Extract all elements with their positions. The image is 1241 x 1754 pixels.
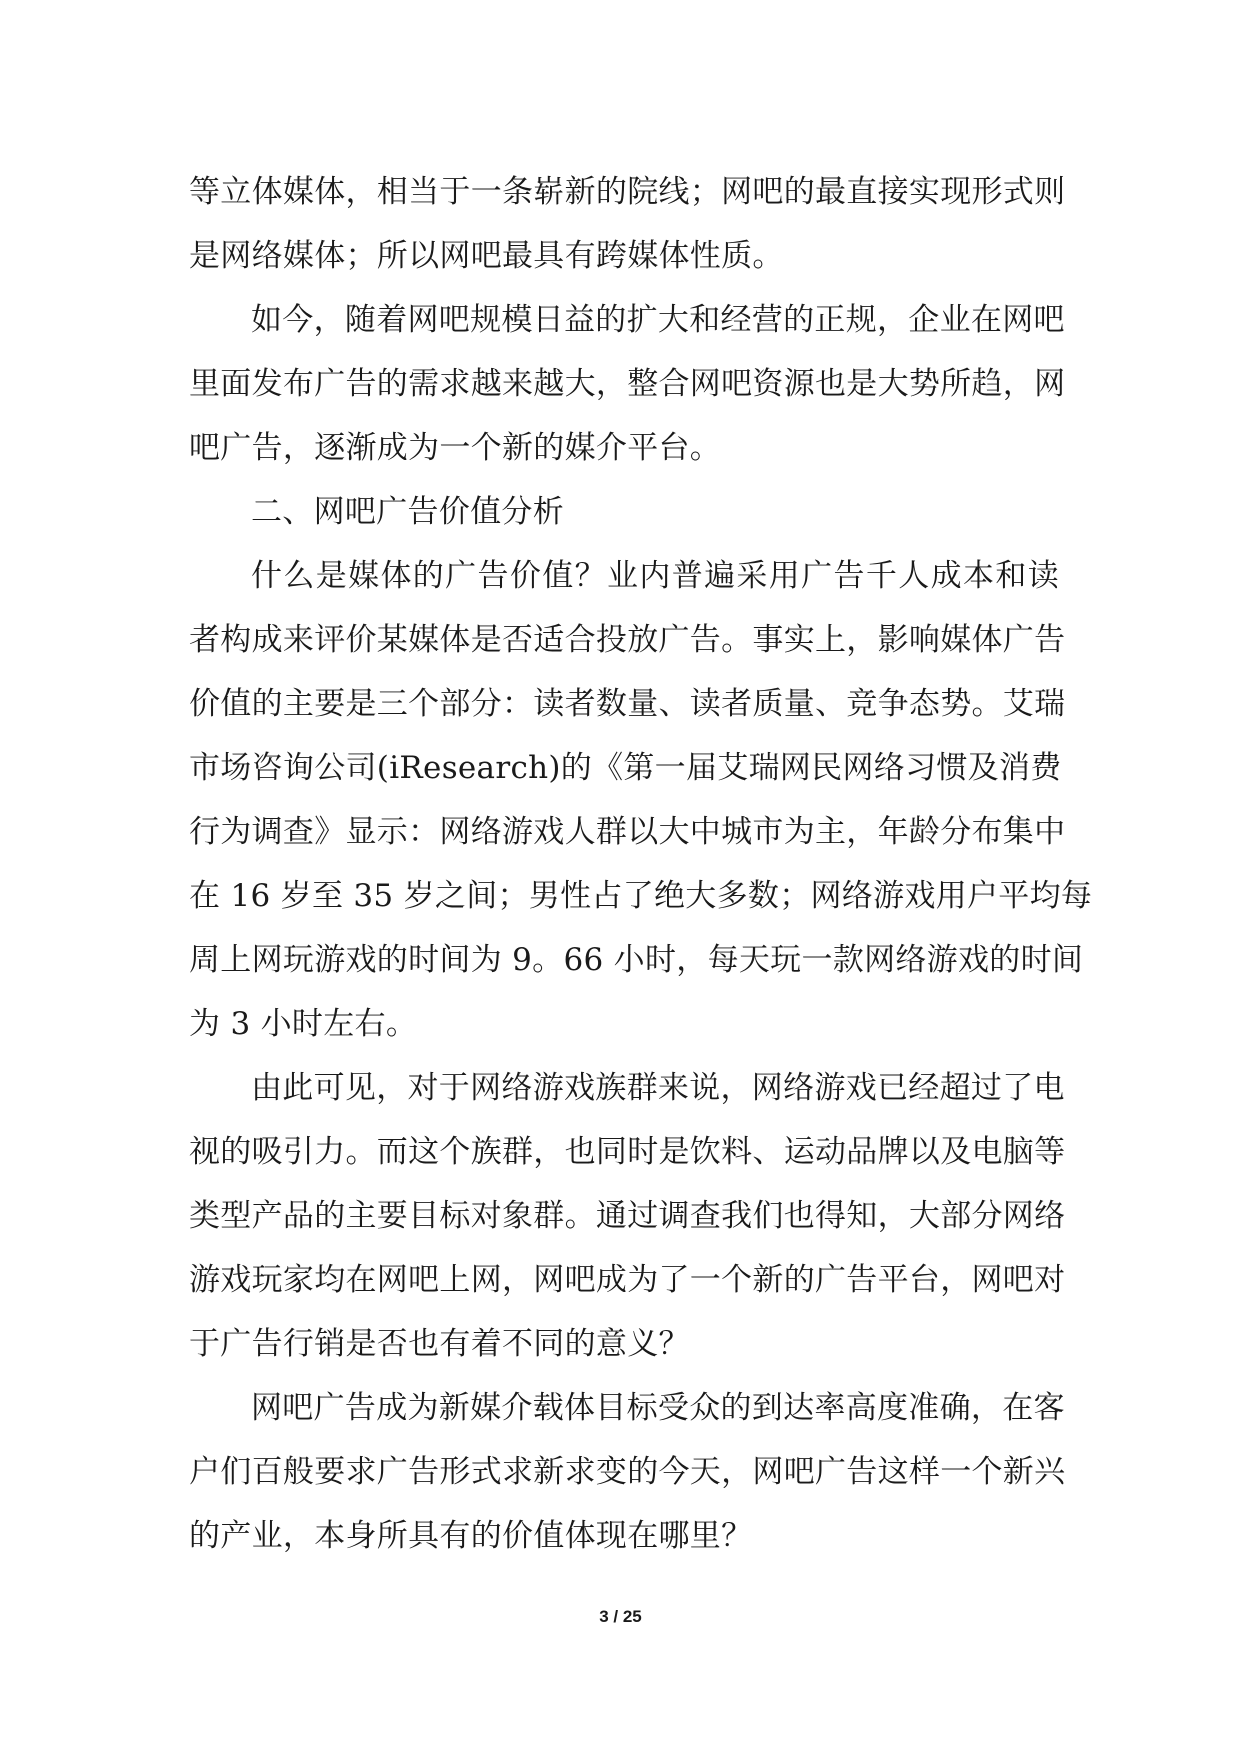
text-line: 类型产品的主要目标对象群。通过调查我们也得知，大部分网络 [189, 1198, 1066, 1234]
text-line: 的产业，本身所具有的价值体现在哪里？ [189, 1518, 753, 1554]
text-line: 等立体媒体，相当于一条崭新的院线；网吧的最直接实现形式则 [189, 174, 1066, 210]
page-number: 3 / 25 [599, 1607, 642, 1626]
text-line: 户们百般要求广告形式求新求变的今天，网吧广告这样一个新兴 [189, 1454, 1066, 1490]
text-line: 由此可见，对于网络游戏族群来说，网络游戏已经超过了电 [251, 1070, 1065, 1106]
body-text [189, 160, 1093, 1568]
text-line: 行为调查》显示：网络游戏人群以大中城市为主，年龄分布集中 [189, 814, 1066, 850]
text-line: 周上网玩游戏的时间为 9。66 小时，每天玩一款网络游戏的时间 [189, 942, 1084, 978]
text-line: 里面发布广告的需求越来越大，整合网吧资源也是大势所趋，网 [189, 366, 1066, 402]
text-line: 视的吸引力。而这个族群，也同时是饮料、运动品牌以及电脑等 [189, 1134, 1066, 1170]
text-line: 如今，随着网吧规模日益的扩大和经营的正规，企业在网吧 [251, 302, 1065, 338]
text-line: 市场咨询公司(iResearch)的《第一届艾瑞网民网络习惯及消费 [189, 750, 1062, 786]
text-line: 价值的主要是三个部分：读者数量、读者质量、竞争态势。艾瑞 [189, 686, 1066, 722]
text-line: 于广告行销是否也有着不同的意义？ [189, 1326, 690, 1362]
text-line: 什么是媒体的广告价值？业内普遍采用广告千人成本和读 [251, 558, 1059, 594]
text-line: 在 16 岁至 35 岁之间；男性占了绝大多数；网络游戏用户平均每 [189, 878, 1093, 914]
text-line: 是网络媒体；所以网吧最具有跨媒体性质。 [189, 238, 784, 274]
text-line: 为 3 小时左右。 [189, 1006, 418, 1042]
text-line: 游戏玩家均在网吧上网，网吧成为了一个新的广告平台，网吧对 [189, 1262, 1066, 1298]
text-line: 者构成来评价某媒体是否适合投放广告。事实上，影响媒体广告 [189, 622, 1066, 658]
text-line: 吧广告，逐渐成为一个新的媒介平台。 [189, 430, 722, 466]
section-heading: 二、网吧广告价值分析 [251, 494, 564, 530]
text-line: 网吧广告成为新媒介载体目标受众的到达率高度准确，在客 [251, 1390, 1065, 1426]
